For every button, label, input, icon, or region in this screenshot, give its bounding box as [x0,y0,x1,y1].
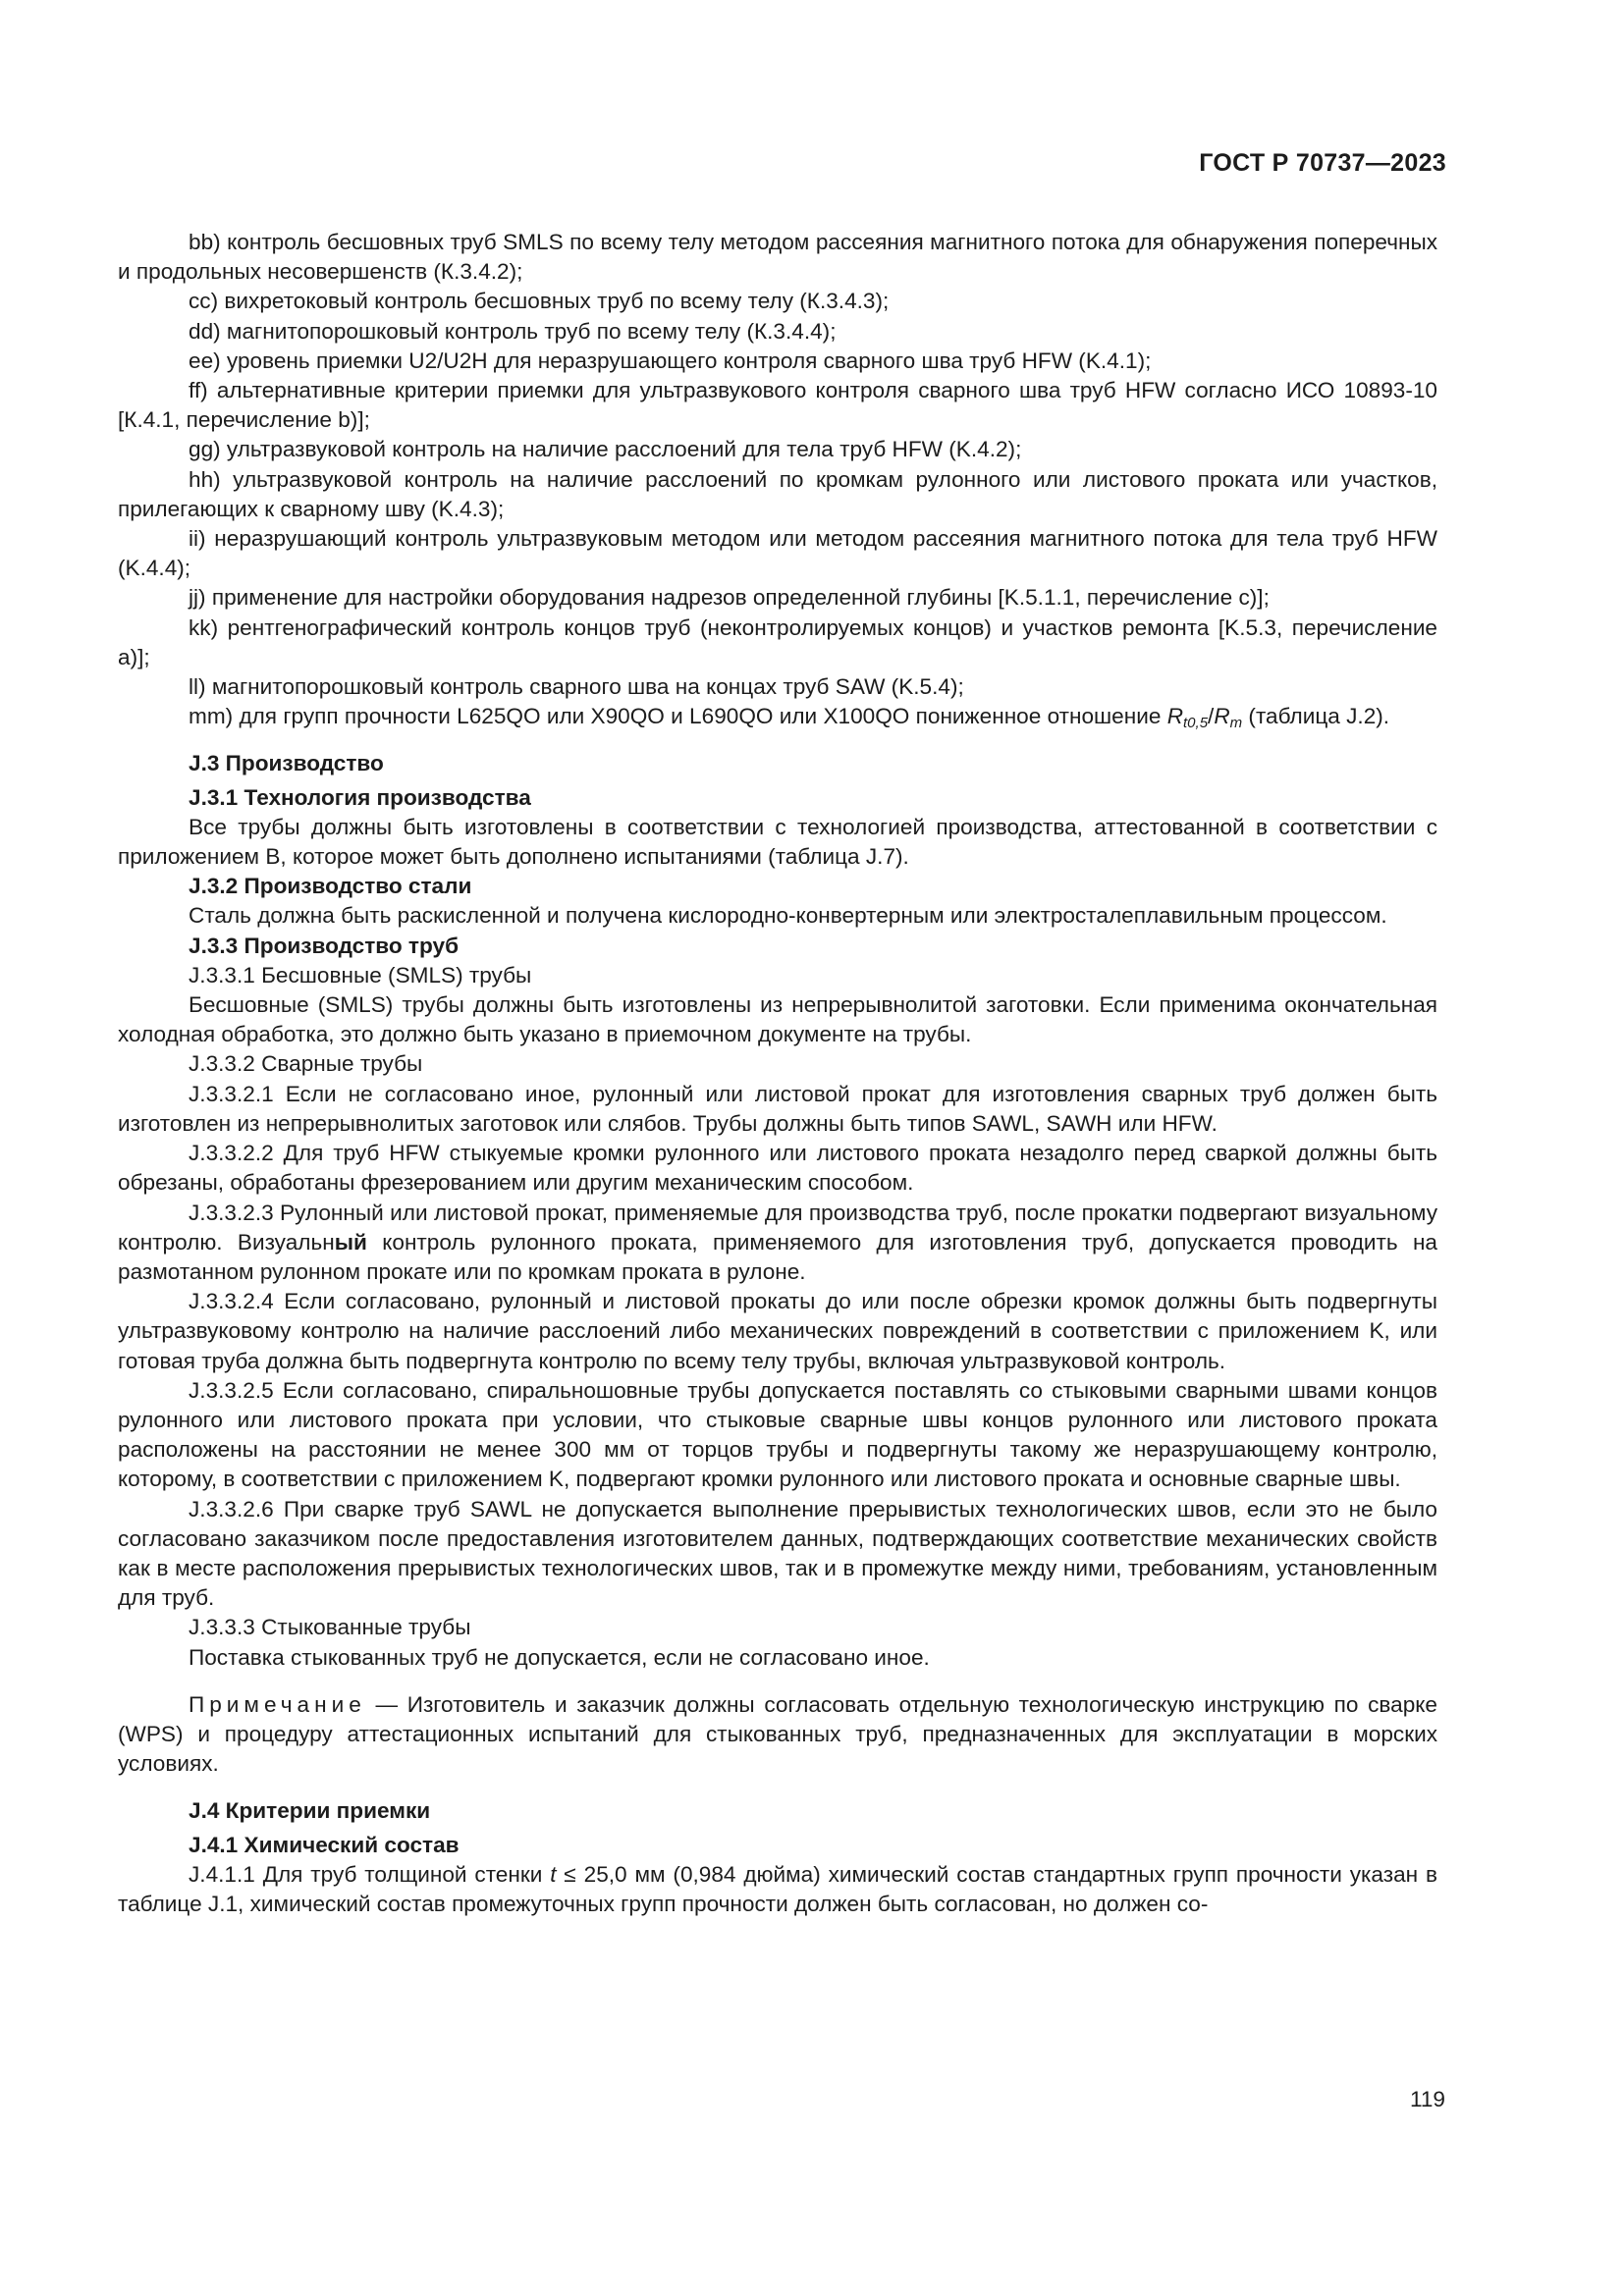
list-item-bb: bb) контроль бесшовных труб SMLS по всему телу методом рассеяния магнитного потока для обнаружения поперечных и продольных несовершенств (К.3.4.2); [118,230,1437,285]
paragraph-j331: Бесшовные (SMLS) трубы должны быть изготовлены из непрерывнолитой заготовки. Если применима окончательная холодная обработка, это должно быть указано в приемочном документе на трубы. [118,992,1437,1047]
list-item-jj: jj) применение для настройки оборудования надрезов определенной глубины [K.5.1.1, перечисление с)]; [189,585,1270,611]
paragraph-j3323: J.3.3.2.3 Рулонный или листовой прокат, применяемые для производства труб, после прокатки подвергают визуальному контролю. Визуальный контроль рулонного проката, применяемого для изготовления труб, допускается проводить на размотанном рулонном прокате или по кромкам проката в рулоне. [118,1200,1437,1284]
paragraph-j32: Сталь должна быть раскисленной и получена кислородно-конвертерным или электросталеплавильным процессом. [189,903,1387,929]
list-item-hh: hh) ультразвуковой контроль на наличие расслоений по кромкам рулонного или листового проката или участков, прилегающих к сварному шву (K.4.3); [118,466,1437,521]
heading-j4: J.4 Критерии приемки [189,1798,431,1824]
paragraph-j3324: J.3.3.2.4 Если согласовано, рулонный и листовой прокаты до или после обрезки кромок должны быть подвергнуты ультразвуковому контролю на наличие расслоений либо механических повреждений в соответствии с приложением K, или готовая труба должна быть подвергнута контролю по всему телу трубы, включая ультразвуковой контроль. [118,1289,1437,1373]
mm-text-before: mm) для групп прочности L625QO или X90QO и L690QO или X100QO пониженное отношение [189,704,1167,729]
list-item-dd: dd) магнитопорошковый контроль труб по всему телу (К.3.4.4); [189,318,837,344]
paragraph-j31: Все трубы должны быть изготовлены в соответствии с технологией производства, аттестованной в соответствии с приложением В, которое может быть дополнено испытаниями (таблица J.7). [118,814,1437,870]
heading-j31: J.3.1 Технология производства [189,784,531,810]
heading-j33: J.3.3 Производство труб [189,933,460,958]
subheading-j332: J.3.3.2 Сварные трубы [189,1051,423,1077]
document-code: ГОСТ Р 70737—2023 [1199,149,1446,177]
paragraph-j3322: J.3.3.2.2 Для труб HFW стыкуемые кромки рулонного или листового проката незадолго перед сваркой должны быть обрезаны, обработаны фрезерованием или другим механическим способом. [118,1141,1437,1196]
mm-text-after: (таблица J.2). [1242,704,1390,729]
paragraph-j3325: J.3.3.2.5 Если согласовано, спиральношовные трубы допускается поставлять со стыковыми сварными швами концов рулонного или листового проката при условии, что стыковые сварные швы концов рулонного или листового проката расположены на расстоянии не менее 300 мм от торцов трубы и подвергнуты такому же неразрушающему контролю, которому, в соответствии с приложением K, подвергают кромки рулонного или листового проката и основные сварные швы. [118,1377,1437,1492]
list-item-ll: ll) магнитопорошковый контроль сварного шва на концах труб SAW (K.5.4); [189,674,964,700]
list-item-mm: mm) для групп прочности L625QO или X90QO и L690QO или X100QO пониженное отношение $R_{t0,5}/R_m$ (таблица J.2). [189,704,1390,732]
list-item-ff: ff) альтернативные критерии приемки для ультразвукового контроля сварного шва труб HFW согласно ИСО 10893-10 [К.4.1, перечисление b)]; [118,378,1437,433]
formula-r-t05: $R_{t0,5}$ [1166,704,1209,732]
formula-r-m: $R_m$ [1214,704,1243,732]
list-item-ii: ii) неразрушающий контроль ультразвуковым методом или методом рассеяния магнитного потока для тела труб HFW (K.4.4); [118,526,1437,581]
list-item-cc: cc) вихретоковый контроль бесшовных труб по всему телу (К.3.4.3); [189,289,890,314]
list-item-gg: gg) ультразвуковой контроль на наличие расслоений для тела труб HFW (K.4.2); [189,437,1022,462]
page-body [118,228,1437,1919]
heading-j32: J.3.2 Производство стали [189,874,472,899]
heading-j3: J.3 Производство [189,751,384,776]
heading-j41: J.4.1 Химический состав [189,1832,460,1857]
paragraph-j411: J.4.1.1 Для труб толщиной стенки t ≤ 25,0 мм (0,984 дюйма) химический состав стандартных групп прочности указан в таблице J.1, химический состав промежуточных групп прочности должен быть согласован, но должен со- [118,1861,1438,1916]
list-item-ee: ee) уровень приемки U2/U2H для неразрушающего контроля сварного шва труб HFW (K.4.1); [189,347,1152,373]
list-item-kk: kk) рентгенографический контроль концов труб (неконтролируемых концов) и участков ремонта [K.5.3, перечисление а)]; [118,614,1437,669]
subheading-j333: J.3.3.3 Стыкованные трубы [189,1615,471,1640]
paragraph-j3321: J.3.3.2.1 Если не согласовано иное, рулонный или листовой прокат для изготовления сварных труб должен быть изготовлен из непрерывнолитых заготовок или слябов. Трубы должны быть типов SAWL, SAWH или HFW. [118,1081,1437,1136]
paragraph-j3326: J.3.3.2.6 При сварке труб SAWL не допускается выполнение прерывистых технологических швов, если это не было согласовано заказчиком после предоставления изготовителем данных, подтверждающих соответствие механических свойств как в месте расположения прерывистых технологических швов, так и в промежутке между ними, требованиям, установленным для труб. [118,1496,1437,1611]
note-text: — Изготовитель и заказчик должны согласовать отдельную технологическую инструкцию по сварке (WPS) и процедуру аттестационных испытаний для стыкованных труб, предназначенных для эксплуатации в морских условиях. [118,1691,1437,1777]
page-number: 119 [1409,2087,1445,2111]
paragraph-j333: Поставка стыкованных труб не допускается, если не согласовано иное. [189,1644,930,1670]
note-label: Примечание [189,1691,366,1717]
subheading-j331: J.3.3.1 Бесшовные (SMLS) трубы [189,962,532,988]
note [118,1690,1437,1780]
